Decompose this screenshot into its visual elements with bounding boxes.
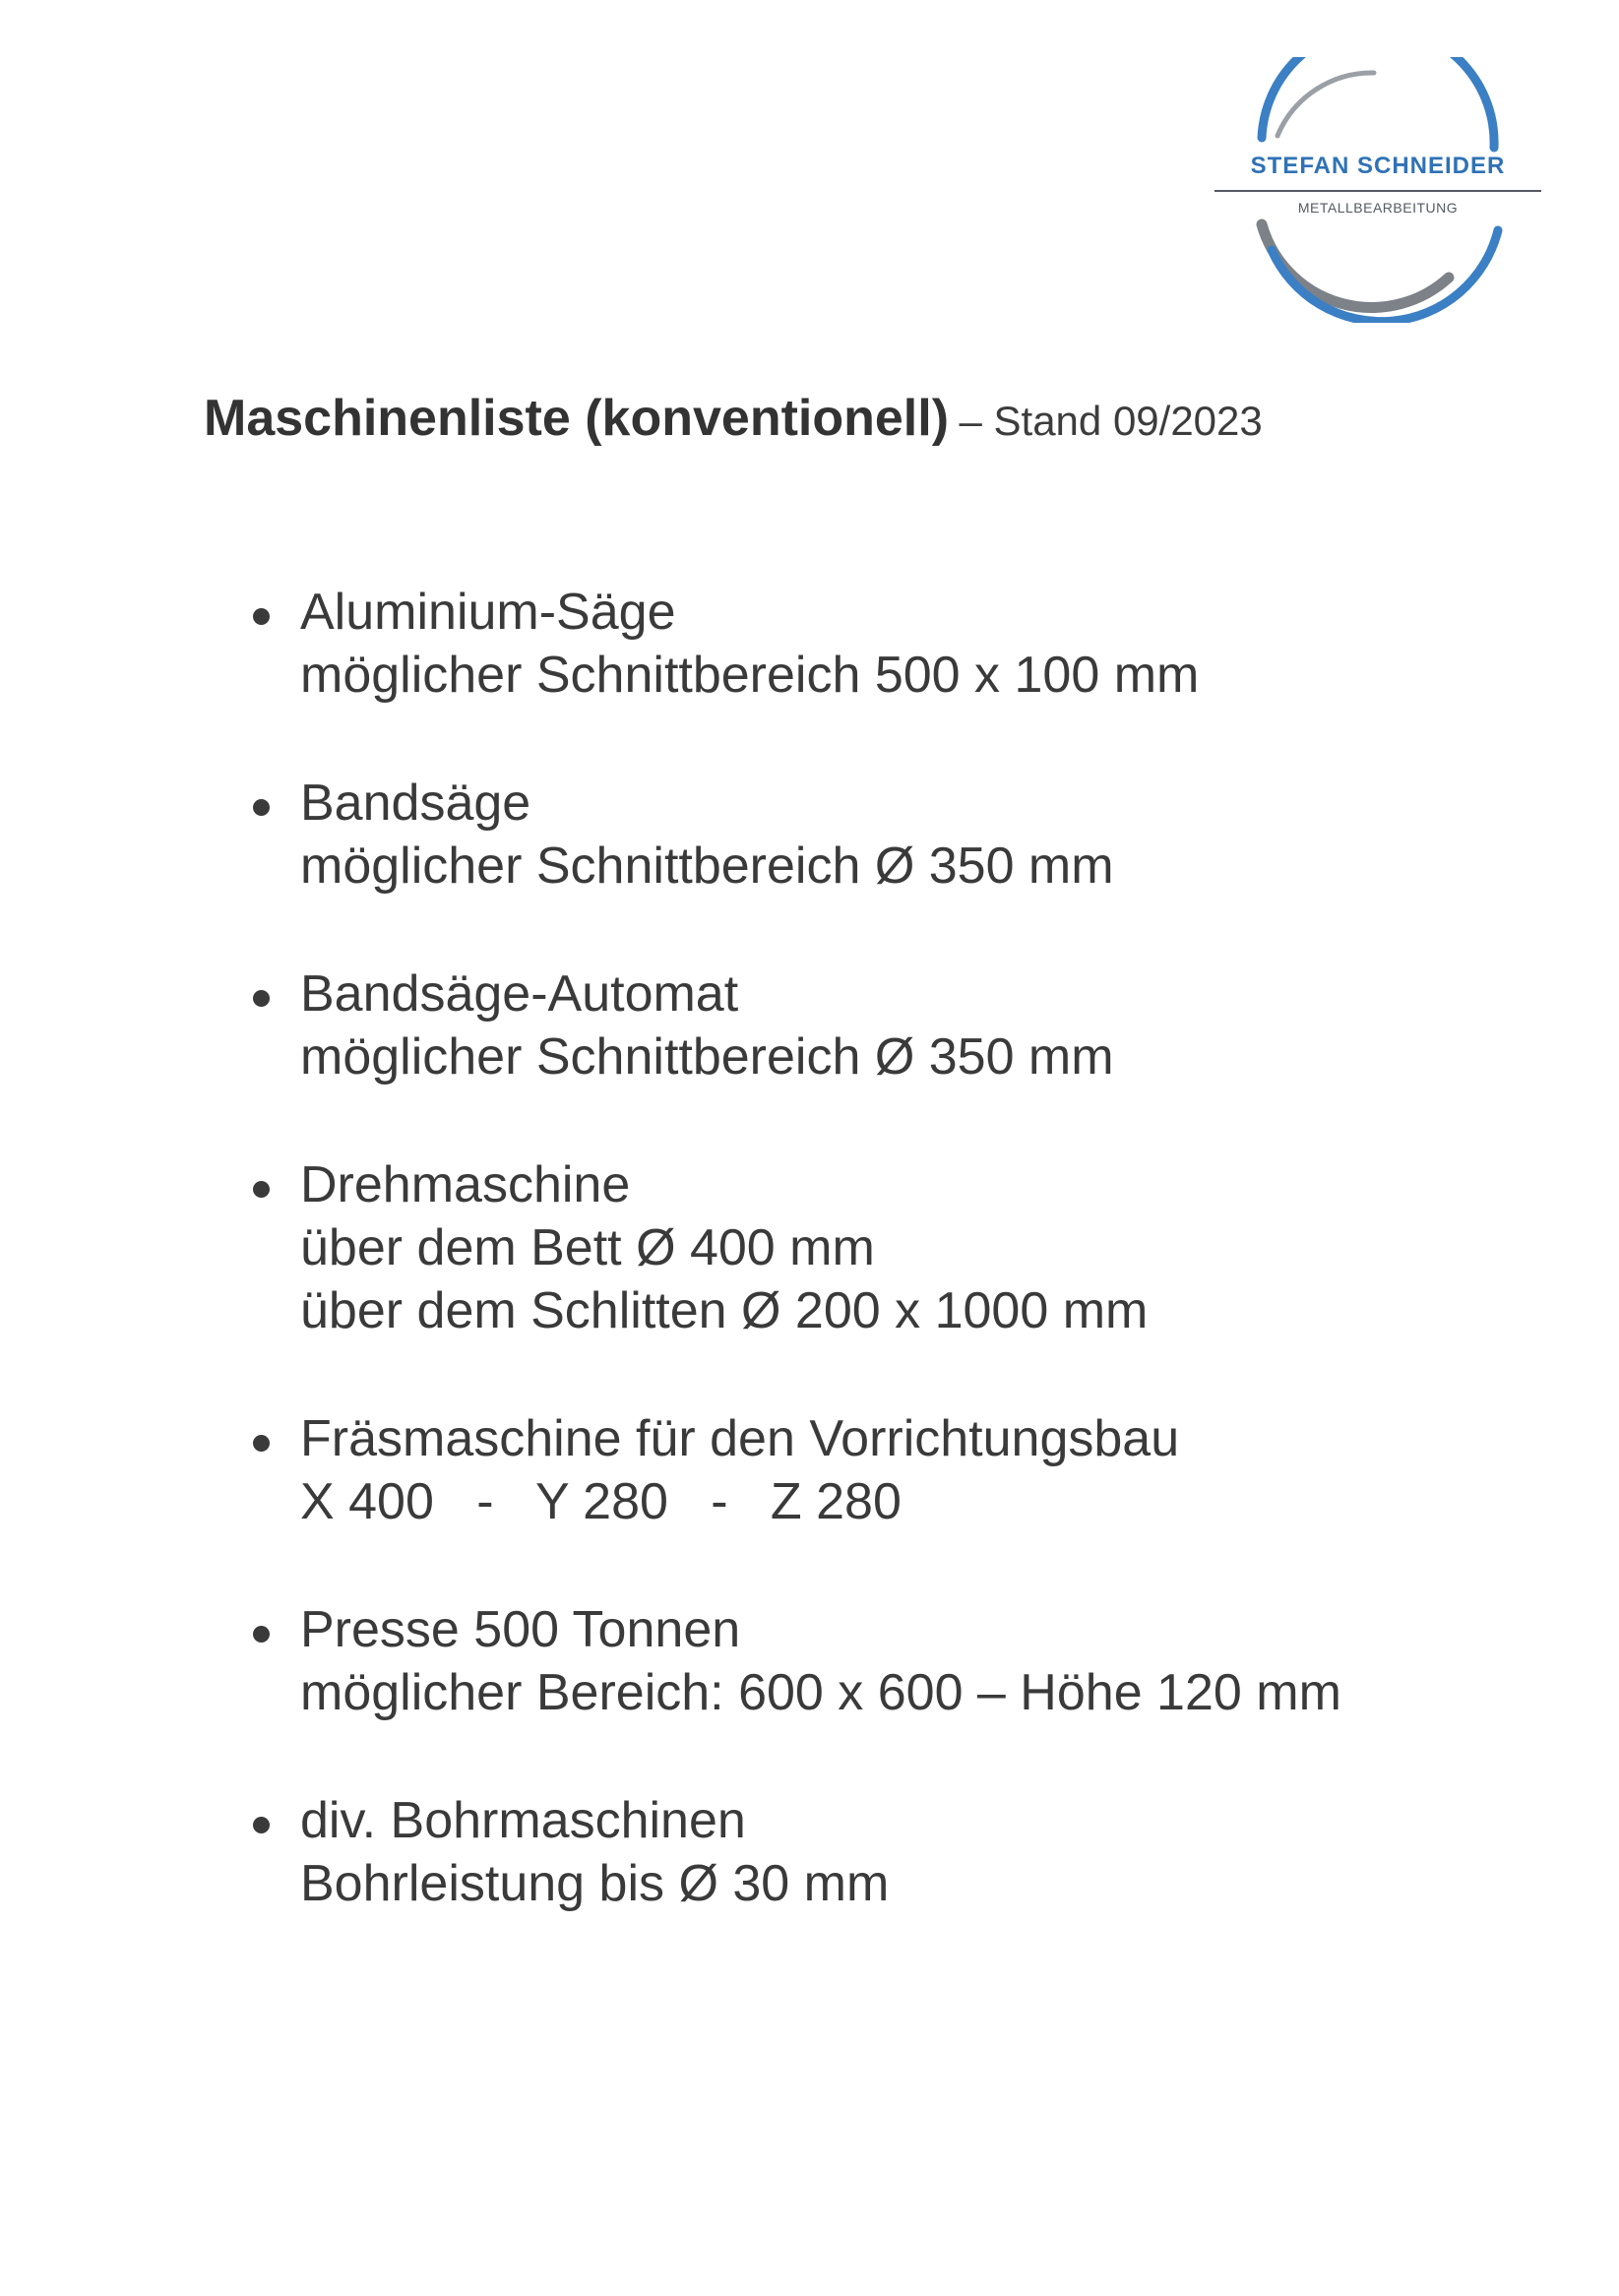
logo-tagline: METALLBEARBEITUNG bbox=[1297, 200, 1459, 216]
logo-lower-gray-arc bbox=[1262, 224, 1449, 307]
list-item-fraesmaschine bbox=[246, 1407, 1476, 1533]
bullet-icon bbox=[253, 1626, 270, 1643]
machine-detail: möglicher Schnittbereich 500 x 100 mm bbox=[300, 647, 1200, 704]
machine-name: Fräsmaschine für den Vorrichtungsbau bbox=[300, 1410, 1180, 1467]
machine-detail: Bohrleistung bis Ø 30 mm bbox=[300, 1855, 890, 1912]
list-item-drehmaschine bbox=[246, 1153, 1476, 1342]
machine-detail: möglicher Bereich: 600 x 600 – Höhe 120 mm bbox=[300, 1664, 1341, 1721]
logo-company-name: STEFAN SCHNEIDER bbox=[1250, 153, 1506, 179]
list-item-bandsaege bbox=[246, 772, 1476, 898]
machine-name: Aluminium-Säge bbox=[300, 584, 676, 641]
list-item-presse bbox=[246, 1598, 1476, 1724]
machine-name: Presse 500 Tonnen bbox=[300, 1601, 741, 1658]
bullet-icon bbox=[253, 1181, 270, 1198]
bullet-icon bbox=[253, 608, 270, 625]
page-title-line bbox=[204, 389, 1263, 448]
machine-name: Bandsäge bbox=[300, 775, 531, 832]
logo-upper-gray-arc bbox=[1277, 73, 1374, 136]
bullet-icon bbox=[253, 799, 270, 816]
list-item-bohrmaschinen bbox=[246, 1789, 1476, 1915]
machine-name: Bandsäge-Automat bbox=[300, 965, 739, 1023]
bullet-icon bbox=[253, 1817, 270, 1833]
machine-name: div. Bohrmaschinen bbox=[300, 1792, 746, 1849]
list-item-bandsaege-automat bbox=[246, 962, 1476, 1088]
machine-detail: möglicher Schnittbereich Ø 350 mm bbox=[300, 1028, 1114, 1086]
page-subtitle: – Stand 09/2023 bbox=[959, 398, 1263, 444]
page-title: Maschinenliste (konventionell) bbox=[204, 390, 950, 447]
machine-list bbox=[246, 581, 1476, 1980]
machine-detail: über dem Bett Ø 400 mm bbox=[300, 1219, 875, 1276]
company-logo bbox=[1201, 57, 1555, 323]
machine-name: Drehmaschine bbox=[300, 1156, 631, 1213]
list-item-aluminium-saege bbox=[246, 581, 1476, 707]
machine-detail: möglicher Schnittbereich Ø 350 mm bbox=[300, 838, 1114, 895]
bullet-icon bbox=[253, 990, 270, 1007]
machine-detail: X 400 - Y 280 - Z 280 bbox=[300, 1473, 902, 1530]
bullet-icon bbox=[253, 1435, 270, 1452]
machine-detail: über dem Schlitten Ø 200 x 1000 mm bbox=[300, 1282, 1149, 1339]
